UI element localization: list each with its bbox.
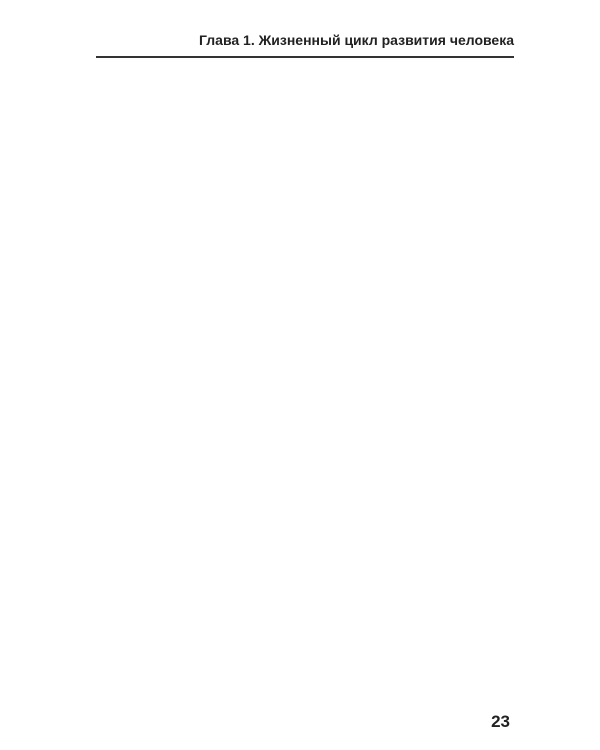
page-number: 23 xyxy=(491,712,510,731)
running-head: Глава 1. Жизненный цикл развития человека xyxy=(199,32,514,48)
page-header xyxy=(96,26,514,58)
body-summary xyxy=(96,180,514,194)
